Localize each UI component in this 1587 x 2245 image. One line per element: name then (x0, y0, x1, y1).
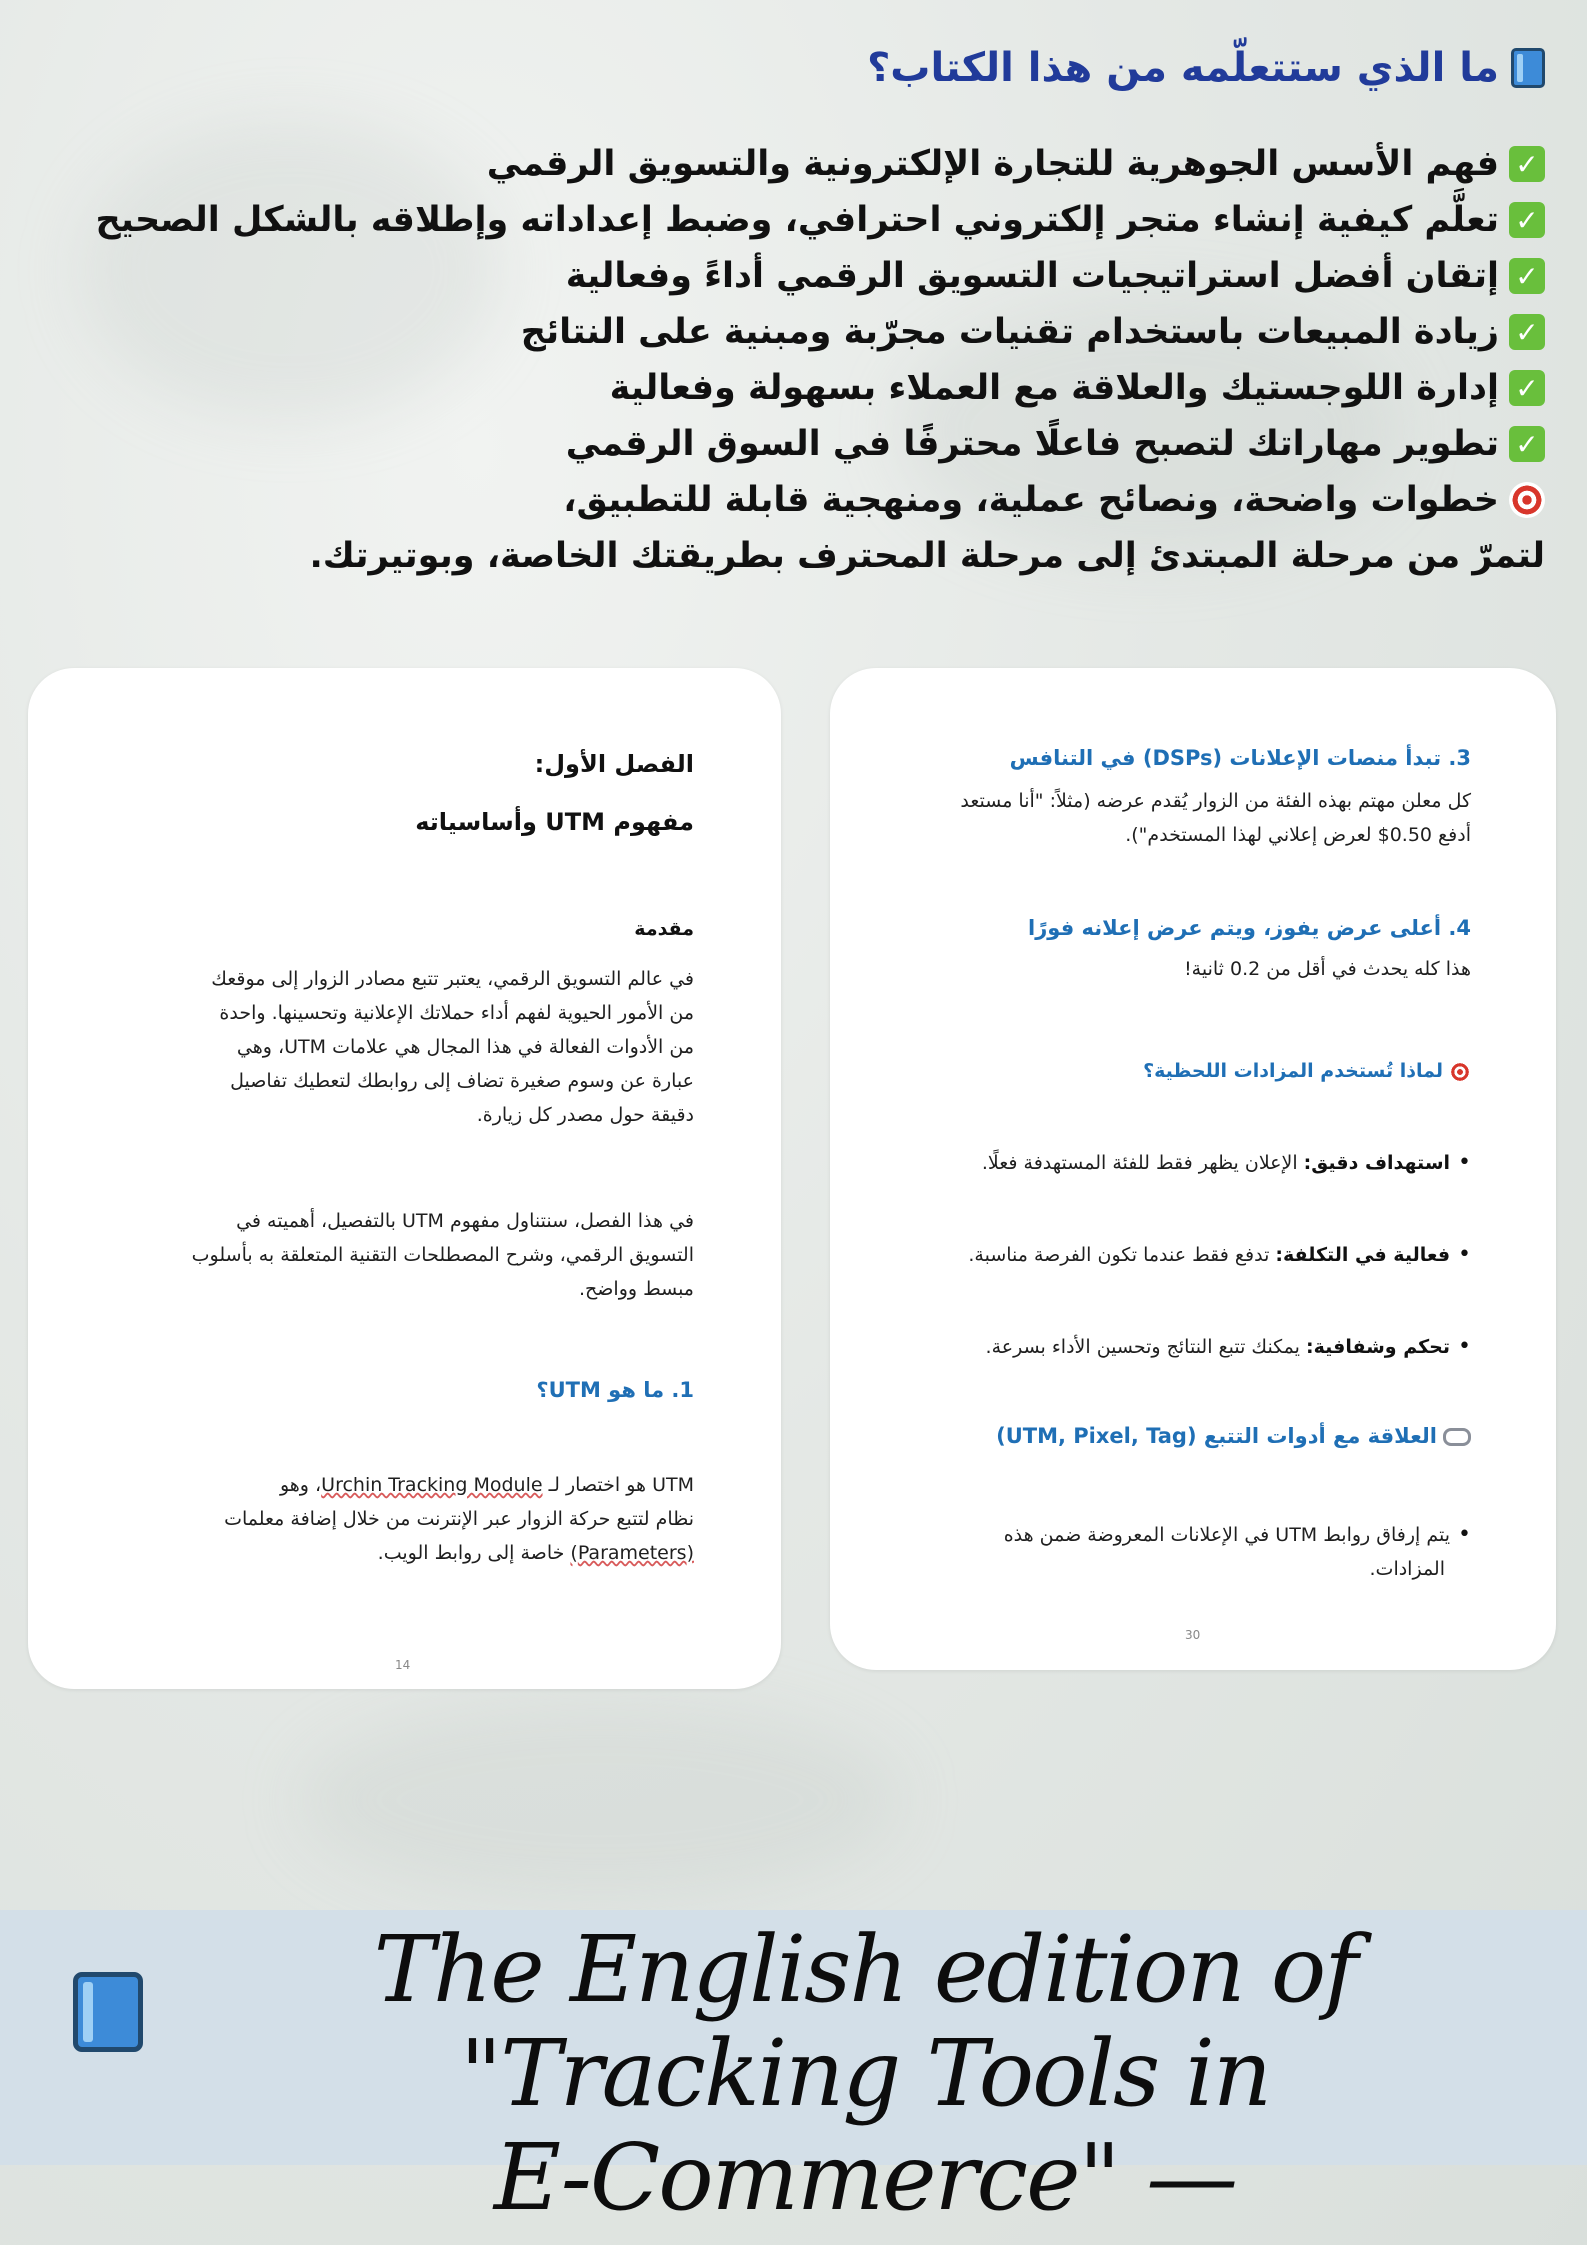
bullet-dot: • (1458, 1522, 1471, 1547)
intro-section (65, 38, 1545, 584)
chapter-title: مفهوم UTM وأساسياته (415, 808, 694, 836)
check-icon: ✓ (1509, 314, 1545, 350)
why-item: •فعالية في التكلفة: تدفع فقط عندما تكون الفرصة مناسبة. (968, 1242, 1471, 1267)
bullet-dot: • (1458, 1242, 1471, 1267)
why-item: •تحكم وشفافية: يمكنك تتبع النتائج وتحسين الأداء بسرعة. (985, 1334, 1471, 1359)
section-title: ما الذي ستتعلّمه من هذا الكتاب؟ (867, 45, 1499, 91)
page-preview-left (28, 668, 781, 1689)
utm-paragraph: UTM هو اختصار لـ Urchin Tracking Module، وهو نظام لتتبع حركة الزوار عبر الإنترنت من خلال إضافة معلمات (Parameters) خاصة إلى روابط الويب. (224, 1474, 694, 1564)
item3-text: كل معلن مهتم بهذه الفئة من الزوار يُقدم عرضه (مثلاً: "أنا مستعد أدفع 0.50$ لعرض إعلاني لهذا المستخدم"). (960, 790, 1471, 846)
relation-text: •يتم إرفاق روابط UTM في الإعلانات المعروضة ضمن هذه المزادات. (1003, 1522, 1471, 1580)
bullet-item: ✓ فهم الأسس الجوهرية للتجارة الإلكترونية والتسويق الرقمي (65, 136, 1545, 192)
chapter-label: الفصل الأول: (534, 750, 694, 778)
chapter-paragraph: في هذا الفصل، سنتناول مفهوم UTM بالتفصيل، أهميته في التسويق الرقمي، وشرح المصطلحات التقنية المتعلقة به بأسلوب مبسط وواضح. (191, 1210, 694, 1300)
item4-text: هذا كله يحدث في أقل من 0.2 ثانية! (1184, 958, 1471, 980)
check-icon: ✓ (1509, 146, 1545, 182)
check-icon: ✓ (1509, 258, 1545, 294)
why-item: •استهداف دقيق: الإعلان يظهر فقط للفئة المستهدفة فعلًا. (981, 1150, 1471, 1175)
closing-line: خطوات واضحة، ونصائح عملية، ومنهجية قابلة للتطبيق، (65, 472, 1545, 528)
link-icon (1443, 1428, 1471, 1446)
bullet-dot: • (1458, 1150, 1471, 1175)
bullet-item: ✓ تعلَّم كيفية إنشاء متجر إلكتروني احترافي، وضبط إعداداته وإطلاقه بالشكل الصحيح (65, 192, 1545, 248)
relation-heading: العلاقة مع أدوات التتبع (UTM, Pixel, Tag) (911, 1424, 1471, 1448)
banner-text: The English edition of "Tracking Tools in E-Commerce" — (373, 1916, 1357, 2231)
target-icon (1449, 1061, 1471, 1083)
check-icon: ✓ (1509, 426, 1545, 462)
why-heading: لماذا تُستخدم المزادات اللحظية؟ (911, 1060, 1471, 1083)
bullet-item: ✓ إدارة اللوجستيك والعلاقة مع العملاء بسهولة وفعالية (65, 360, 1545, 416)
title-row (65, 38, 1545, 98)
bullet-list (65, 136, 1545, 584)
item3-heading: 3. تبدأ منصات الإعلانات (DSPs) في التنافس (1009, 746, 1471, 770)
target-icon (1509, 482, 1545, 518)
closing-line: لتمرّ من مرحلة المبتدئ إلى مرحلة المحترف بطريقتك الخاصة، وبوتيرتك. (309, 536, 1545, 576)
item4-heading: 4. أعلى عرض يفوز، ويتم عرض إعلانه فورًا (1028, 916, 1471, 940)
page-number: 30 (1185, 1628, 1201, 1642)
check-icon: ✓ (1509, 202, 1545, 238)
section-heading: 1. ما هو UTM؟ (536, 1378, 694, 1402)
check-icon: ✓ (1509, 370, 1545, 406)
book-icon (73, 1972, 143, 2052)
book-icon (1511, 48, 1545, 88)
bullet-item: ✓ إتقان أفضل استراتيجيات التسويق الرقمي أداءً وفعالية (65, 248, 1545, 304)
bullet-item: ✓ تطوير مهاراتك لتصبح فاعلًا محترفًا في السوق الرقمي (65, 416, 1545, 472)
intro-heading: مقدمة (634, 918, 694, 940)
intro-paragraph: في عالم التسويق الرقمي، يعتبر تتبع مصادر الزوار إلى موقعك من الأمور الحيوية لفهم أداء حملاتك الإعلانية وتحسينها. واحدة من الأدوات الفعالة في هذا المجال هي علامات UTM، وهي عبارة عن وسوم صغيرة تضاف إلى روابطك لتعطيك تفاصيل دقيقة حول مصدر كل زيارة. (211, 968, 694, 1126)
page-number: 14 (395, 1658, 411, 1672)
page-preview-right (830, 668, 1556, 1670)
bullet-dot: • (1458, 1334, 1471, 1359)
bullet-item: ✓ زيادة المبيعات باستخدام تقنيات مجرّبة ومبنية على النتائج (65, 304, 1545, 360)
